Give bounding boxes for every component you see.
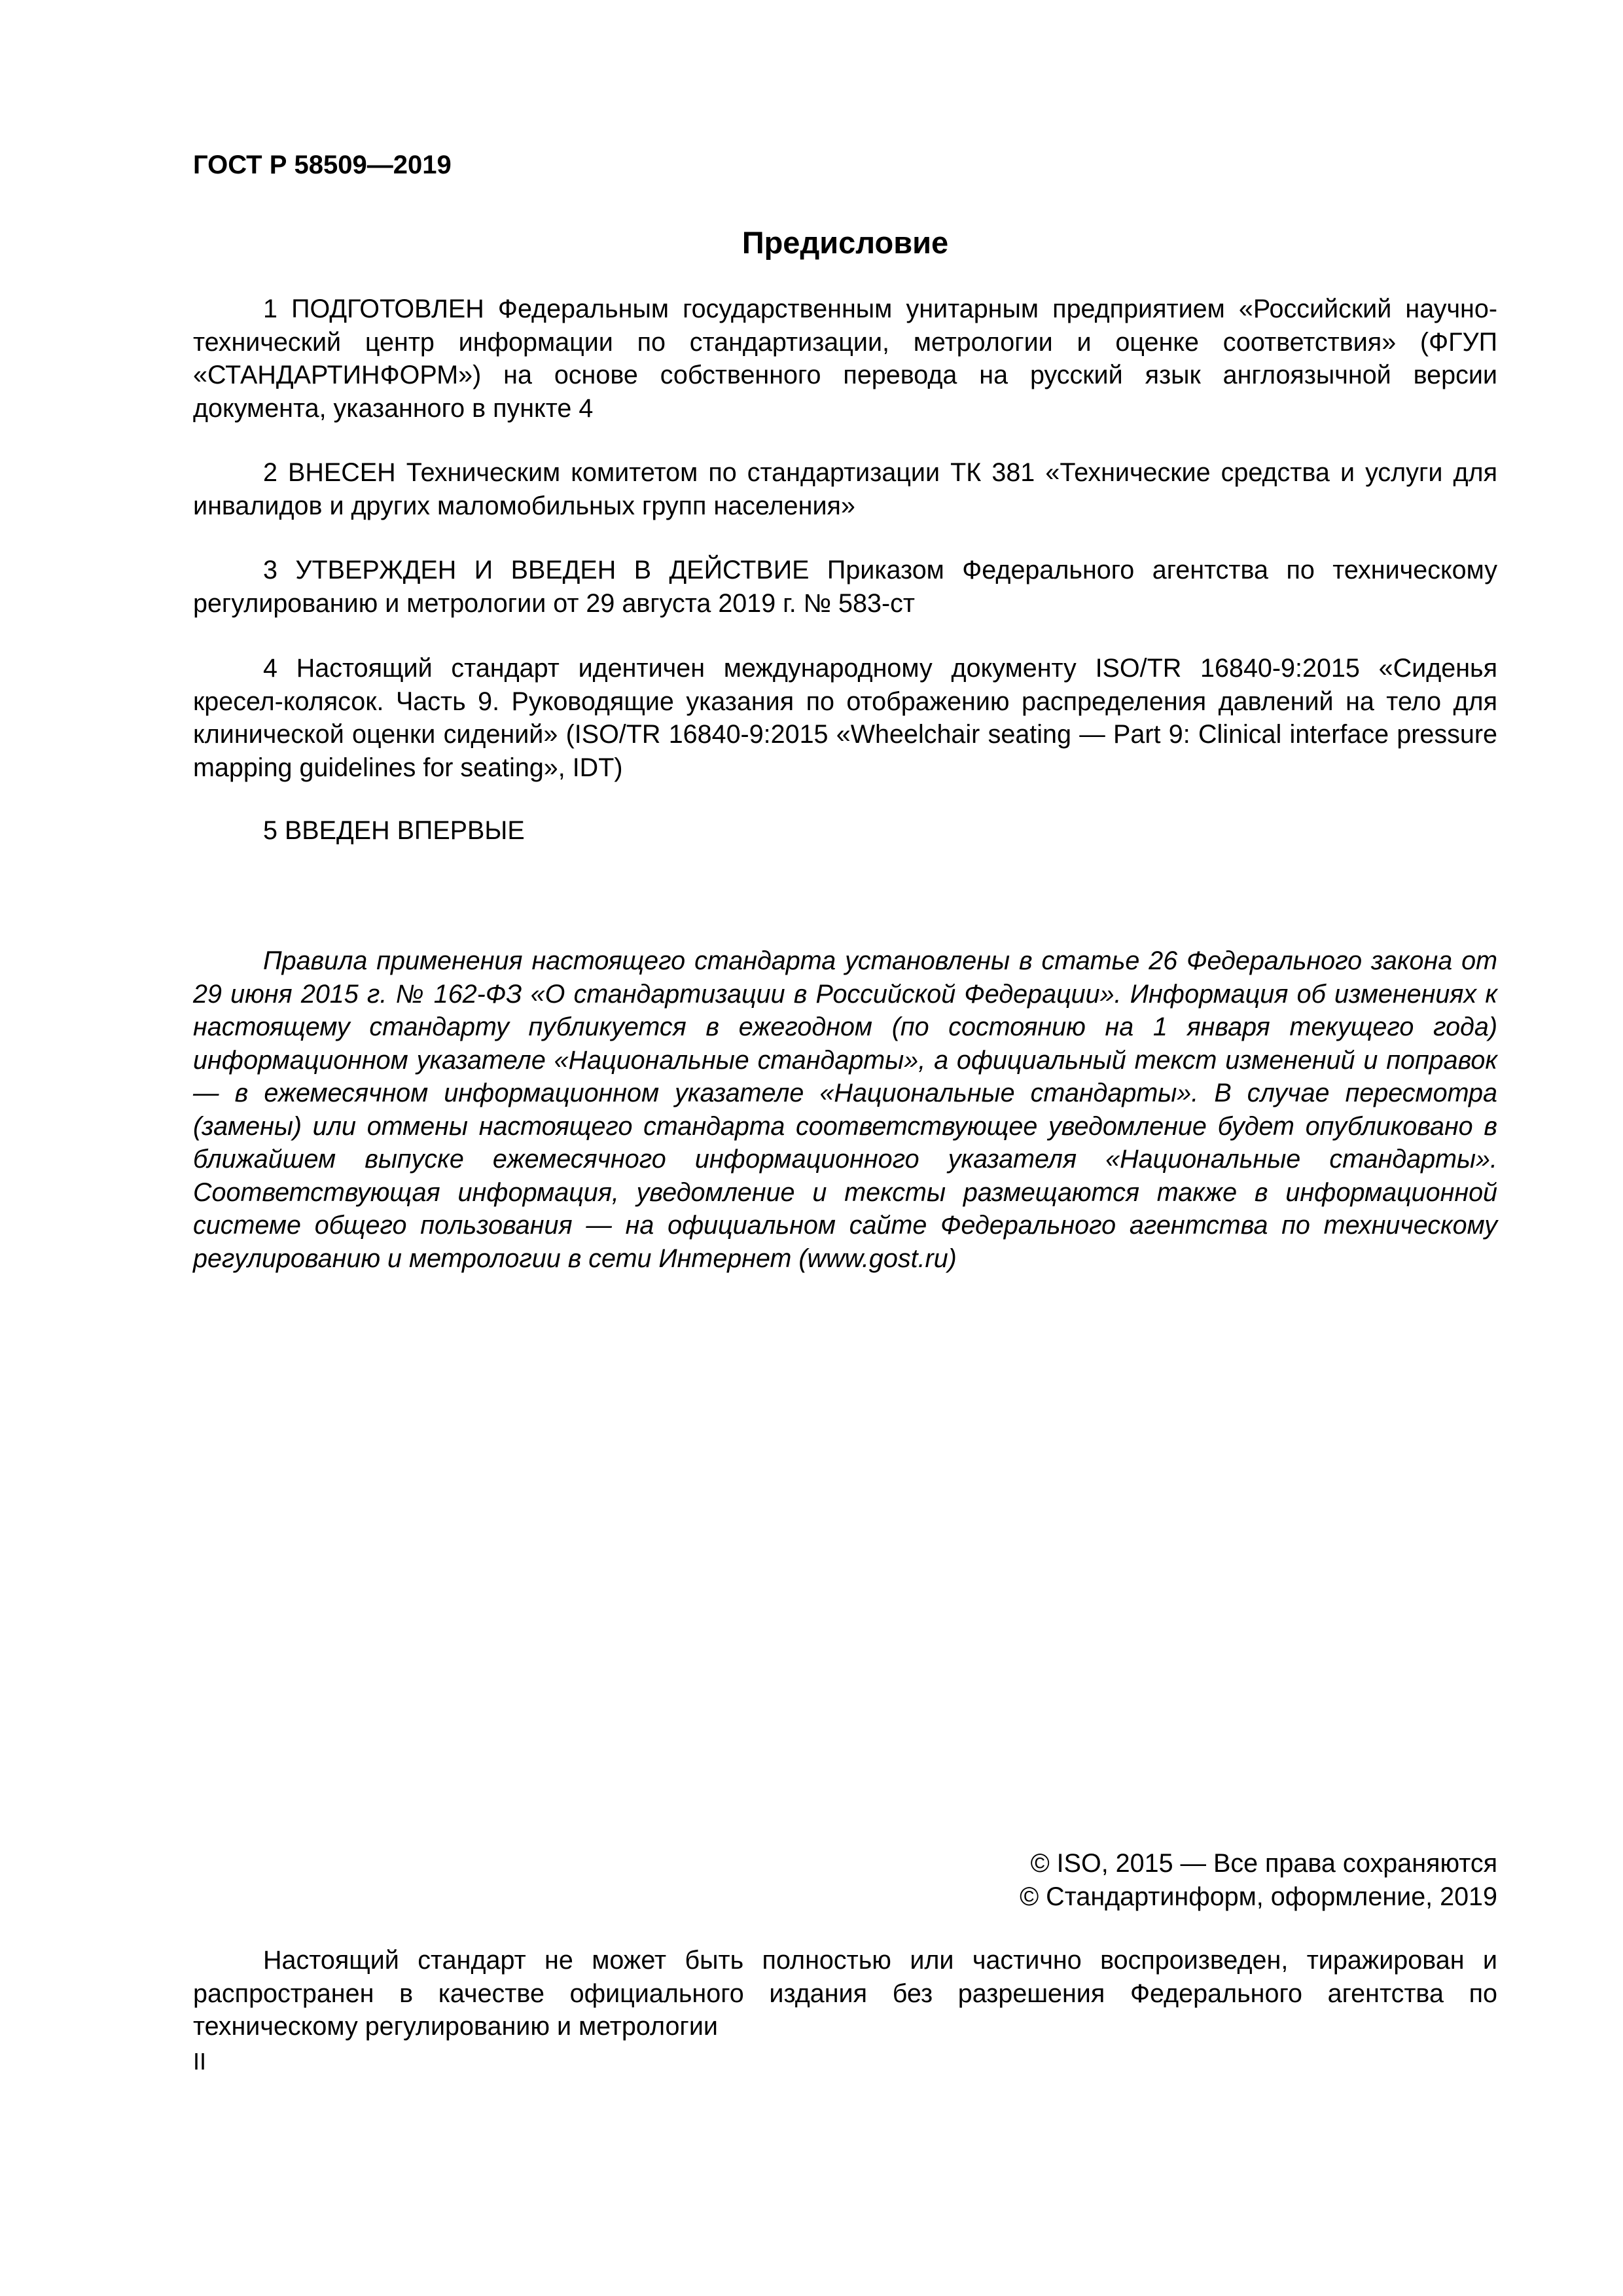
foreword-item-5 [193, 814, 1497, 848]
foreword-item-3-text: 3 УТВЕРЖДЕН И ВВЕДЕН В ДЕЙСТВИЕ Приказом Федерального агентства по техническому регулированию и метрологии от 29 августа 2019 г. № 583-ст [193, 556, 1497, 618]
copyright-iso: © ISO, 2015 — Все права сохраняются [1030, 1849, 1497, 1878]
copyright-block [1020, 1847, 1497, 1913]
page-number: II [193, 2048, 207, 2075]
foreword-item-2 [193, 456, 1497, 522]
foreword-item-4 [193, 652, 1497, 784]
foreword-item-1-text: 1 ПОДГОТОВЛЕН Федеральным государственным унитарным предприятием «Российский научно-технический центр информации по стандартизации, метрологии и оценке соответствия» (ФГУП «СТАНДАРТИНФОРМ») на основе собственного перевода на русский язык англоязычной версии документа, указанного в пункте 4 [193, 295, 1497, 423]
reproduction-notice: Настоящий стандарт не может быть полностью или частично воспроизведен, тиражирован и распространен в качестве официального издания без разрешения Федерального агентства по техническому регулированию и метрологии [193, 1946, 1497, 2041]
foreword-item-3 [193, 554, 1497, 620]
copyright-standartinform: © Стандартинформ, оформление, 2019 [1020, 1882, 1497, 1911]
page-title: Предисловие [741, 225, 949, 260]
foreword-item-2-text: 2 ВНЕСЕН Техническим комитетом по стандартизации ТК 381 «Технические средства и услуги для инвалидов и других маломобильных групп населения» [193, 458, 1497, 520]
foreword-item-1 [193, 293, 1497, 425]
document-code: ГОСТ Р 58509—2019 [193, 151, 452, 179]
application-rules-text: Правила применения настоящего стандарта установлены в статье 26 Федерального закона от 29 июня 2015 г. № 162-ФЗ «О стандартизации в Российской Федерации». Информация об изменениях к настоящему стандарту публикуется в ежегодном (по состоянию на 1 января текущего года) информационном указателе «Национальные стандарты», а официальный текст изменений и поправок — в ежемесячном информационном указателе «Национальные стандарты». В случае пересмотра (замены) или отмены настоящего стандарта соответствующее уведомление будет опубликовано в ближайшем выпуске ежемесячного информационного указателя «Национальные стандарты». Соответствующая информация, уведомление и тексты размещаются также в информационной системе общего пользования — на официальном сайте Федерального агентства по техническому регулированию и метрологии в сети Интернет (www.gost.ru) [193, 946, 1497, 1273]
foreword-item-5-text: 5 ВВЕДЕН ВПЕРВЫЕ [263, 816, 525, 845]
foreword-item-4-text: 4 Настоящий стандарт идентичен международному документу ISO/TR 16840-9:2015 «Сиденья кресел-колясок. Часть 9. Руководящие указания по отображению распределения давлений на тело для клинической оценки сидений» (ISO/TR 16840-9:2015 «Wheelchair seating — Part 9: Clinical interface pressure mapping guidelines for seating», IDT) [193, 654, 1497, 782]
